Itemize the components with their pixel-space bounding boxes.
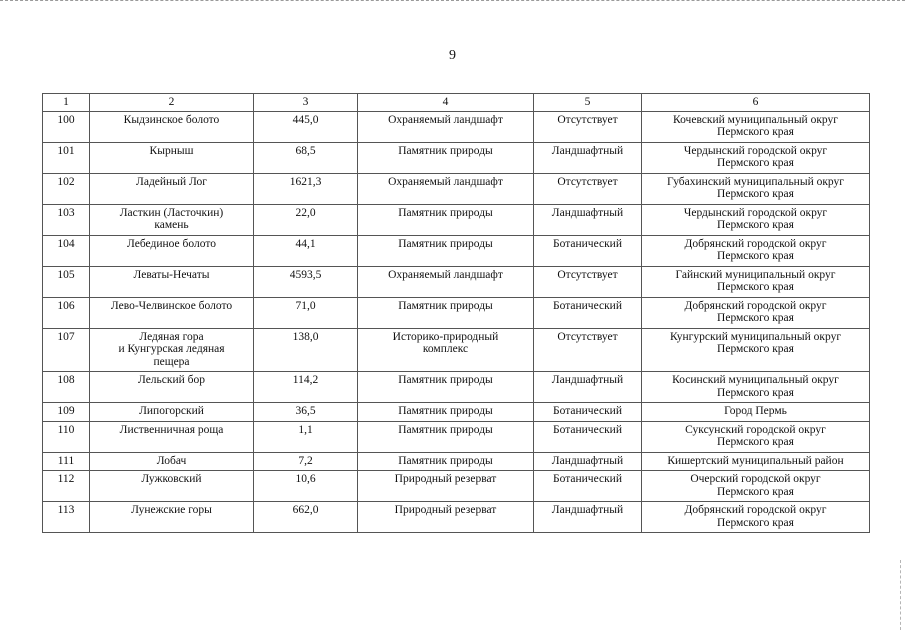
profile-cell: Ботанический [534, 471, 642, 502]
area-size-cell: 1,1 [254, 421, 358, 452]
category-cell: Памятник природы [358, 421, 534, 452]
category-cell: Природный резерват [358, 471, 534, 502]
table-row [43, 111, 870, 142]
area-size-cell: 138,0 [254, 328, 358, 372]
top-edge-rule [0, 0, 905, 3]
row-number-cell: 112 [43, 471, 90, 502]
area-size-cell: 68,5 [254, 142, 358, 173]
category-cell: Памятник природы [358, 204, 534, 235]
area-name-cell: Лужковский [90, 471, 254, 502]
row-number-cell: 101 [43, 142, 90, 173]
municipality-cell: Очерский городской округ Пермского края [642, 471, 870, 502]
category-cell: Памятник природы [358, 403, 534, 422]
category-cell: Памятник природы [358, 297, 534, 328]
profile-cell: Ландшафтный [534, 372, 642, 403]
row-number-cell: 103 [43, 204, 90, 235]
area-name-cell: Ласткин (Ласточкин) камень [90, 204, 254, 235]
table-body [43, 111, 870, 533]
municipality-cell: Кочевский муниципальный округ Пермского края [642, 111, 870, 142]
municipality-cell: Город Пермь [642, 403, 870, 422]
area-size-cell: 36,5 [254, 403, 358, 422]
table-row [43, 452, 870, 471]
municipality-cell: Кунгурский муниципальный округ Пермского края [642, 328, 870, 372]
area-name-cell: Кыдзинское болото [90, 111, 254, 142]
category-cell: Памятник природы [358, 235, 534, 266]
column-header: 1 [43, 94, 90, 112]
municipality-cell: Добрянский городской округ Пермского края [642, 235, 870, 266]
table-row [43, 235, 870, 266]
table-row [43, 328, 870, 372]
area-name-cell: Липогорский [90, 403, 254, 422]
area-name-cell: Лебединое болото [90, 235, 254, 266]
area-size-cell: 22,0 [254, 204, 358, 235]
area-size-cell: 7,2 [254, 452, 358, 471]
profile-cell: Ботанический [534, 421, 642, 452]
category-cell: Охраняемый ландшафт [358, 173, 534, 204]
profile-cell: Отсутствует [534, 328, 642, 372]
profile-cell: Ботанический [534, 235, 642, 266]
area-name-cell: Лево-Челвинское болото [90, 297, 254, 328]
profile-cell: Отсутствует [534, 266, 642, 297]
table-row [43, 142, 870, 173]
row-number-cell: 100 [43, 111, 90, 142]
category-cell: Памятник природы [358, 452, 534, 471]
right-edge-mark [898, 560, 901, 630]
profile-cell: Ландшафтный [534, 142, 642, 173]
profile-cell: Ландшафтный [534, 452, 642, 471]
area-name-cell: Ледяная гора и Кунгурская ледяная пещера [90, 328, 254, 372]
page-number: 9 [449, 48, 456, 63]
municipality-cell: Чердынский городской округ Пермского края [642, 204, 870, 235]
municipality-cell: Губахинский муниципальный округ Пермского края [642, 173, 870, 204]
category-cell: Историко-природный комплекс [358, 328, 534, 372]
profile-cell: Ботанический [534, 297, 642, 328]
area-size-cell: 662,0 [254, 502, 358, 533]
table-row [43, 173, 870, 204]
row-number-cell: 102 [43, 173, 90, 204]
row-number-cell: 111 [43, 452, 90, 471]
municipality-cell: Суксунский городской округ Пермского края [642, 421, 870, 452]
profile-cell: Отсутствует [534, 111, 642, 142]
table-row [43, 204, 870, 235]
area-name-cell: Лиственничная роща [90, 421, 254, 452]
row-number-cell: 110 [43, 421, 90, 452]
row-number-cell: 109 [43, 403, 90, 422]
area-size-cell: 71,0 [254, 297, 358, 328]
row-number-cell: 106 [43, 297, 90, 328]
table-row [43, 421, 870, 452]
category-cell: Памятник природы [358, 142, 534, 173]
area-name-cell: Лунежские горы [90, 502, 254, 533]
row-number-cell: 104 [43, 235, 90, 266]
column-header: 2 [90, 94, 254, 112]
column-header: 5 [534, 94, 642, 112]
table-row [43, 502, 870, 533]
profile-cell: Ландшафтный [534, 502, 642, 533]
category-cell: Памятник природы [358, 372, 534, 403]
area-name-cell: Ладейный Лог [90, 173, 254, 204]
municipality-cell: Гайнский муниципальный округ Пермского края [642, 266, 870, 297]
area-name-cell: Лельский бор [90, 372, 254, 403]
table-row [43, 471, 870, 502]
row-number-cell: 107 [43, 328, 90, 372]
category-cell: Охраняемый ландшафт [358, 111, 534, 142]
municipality-cell: Чердынский городской округ Пермского края [642, 142, 870, 173]
table-row [43, 403, 870, 422]
area-size-cell: 445,0 [254, 111, 358, 142]
area-size-cell: 114,2 [254, 372, 358, 403]
row-number-cell: 113 [43, 502, 90, 533]
column-header: 6 [642, 94, 870, 112]
row-number-cell: 108 [43, 372, 90, 403]
area-name-cell: Леваты-Нечаты [90, 266, 254, 297]
category-cell: Охраняемый ландшафт [358, 266, 534, 297]
municipality-cell: Добрянский городской округ Пермского края [642, 297, 870, 328]
category-cell: Природный резерват [358, 502, 534, 533]
table-row [43, 372, 870, 403]
row-number-cell: 105 [43, 266, 90, 297]
profile-cell: Ботанический [534, 403, 642, 422]
profile-cell: Ландшафтный [534, 204, 642, 235]
area-size-cell: 10,6 [254, 471, 358, 502]
profile-cell: Отсутствует [534, 173, 642, 204]
municipality-cell: Кишертский муниципальный район [642, 452, 870, 471]
area-size-cell: 4593,5 [254, 266, 358, 297]
table-row [43, 297, 870, 328]
table-row [43, 266, 870, 297]
protected-areas-table [42, 93, 870, 533]
area-size-cell: 1621,3 [254, 173, 358, 204]
municipality-cell: Добрянский городской округ Пермского края [642, 502, 870, 533]
table-header-row [43, 94, 870, 112]
column-header: 4 [358, 94, 534, 112]
area-name-cell: Кырныш [90, 142, 254, 173]
area-name-cell: Лобач [90, 452, 254, 471]
column-header: 3 [254, 94, 358, 112]
municipality-cell: Косинский муниципальный округ Пермского края [642, 372, 870, 403]
area-size-cell: 44,1 [254, 235, 358, 266]
